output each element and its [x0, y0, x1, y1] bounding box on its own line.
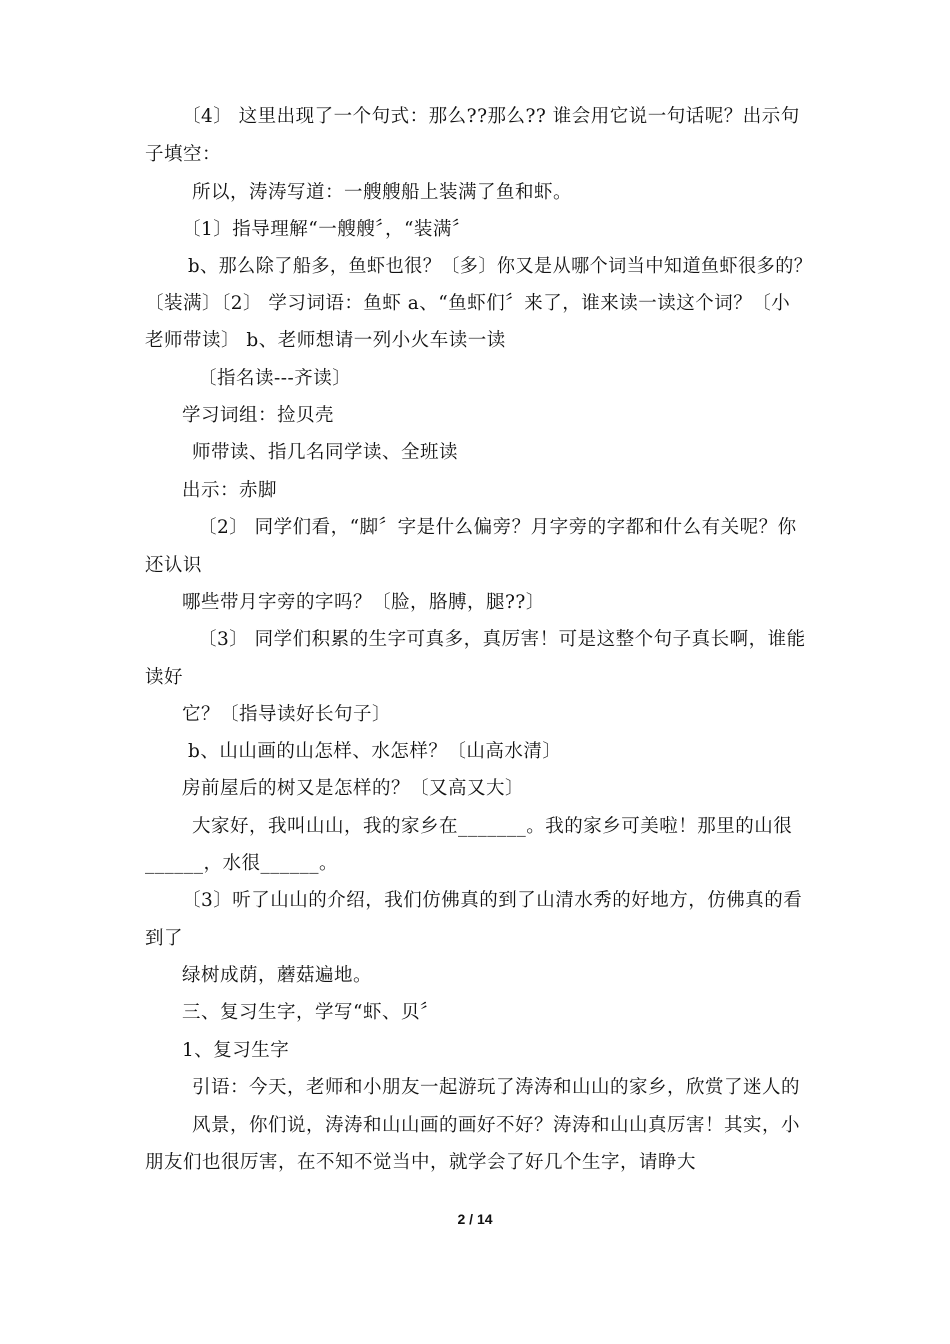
text-line: 风景，你们说，涛涛和山山画的画好不好？涛涛和山山真厉害！其实，小: [192, 1115, 801, 1136]
text-line: 大家好，我叫山山，我的家乡在_______。我的家乡可美啦！那里的山很: [192, 816, 793, 837]
text-line: 还认识: [145, 555, 203, 576]
text-line: 引语：今天，老师和小朋友一起游玩了涛涛和山山的家乡，欣赏了迷人的: [192, 1077, 801, 1098]
text-line: 朋友们也很厉害，在不知不觉当中，就学会了好几个生字，请睁大: [145, 1152, 697, 1173]
text-line: 〔1〕指导理解“一艘艘〞，“装满〞: [182, 219, 471, 240]
text-line: 1、复习生字: [182, 1040, 290, 1061]
text-line: 学习词组：捡贝壳: [182, 405, 335, 426]
text-line: b、山山画的山怎样、水怎样？〔山高水清〕: [188, 741, 562, 762]
text-line: 房前屋后的树又是怎样的？〔又高又大〕: [182, 778, 525, 799]
text-line: 绿树成荫，蘑菇遍地。: [182, 965, 373, 986]
text-line: 〔3〕听了山山的介绍，我们仿佛真的到了山清水秀的好地方，仿佛真的看: [182, 890, 803, 911]
page-indicator: 2 / 14: [457, 1211, 493, 1227]
text-line: 子填空：: [145, 144, 222, 165]
text-line: 老师带读〕 b、老师想请一列小火车读一读: [145, 330, 506, 351]
text-line: 三、复习生字，学写“虾、贝〞: [182, 1002, 439, 1023]
text-line: 到了: [145, 928, 184, 949]
text-line: 哪些带月字旁的字吗？〔脸，胳膊，腿??〕: [182, 592, 545, 613]
text-line: 所以，涛涛写道：一艘艘船上装满了鱼和虾。: [192, 182, 573, 203]
text-line: b、那么除了船多，鱼虾也很？〔多〕你又是从哪个词当中知道鱼虾很多的？: [188, 256, 813, 277]
text-line: 师带读、指几名同学读、全班读: [192, 442, 459, 463]
text-line: 读好: [145, 667, 184, 688]
text-line: 〔指名读---齐读〕: [198, 368, 352, 389]
text-line: 它？〔指导读好长句子〕: [182, 704, 392, 725]
text-line: 〔3〕 同学们积累的生字可真多，真厉害！可是这整个句子真长啊，谁能: [198, 629, 806, 650]
text-line: 出示：赤脚: [182, 480, 278, 501]
text-line: 〔4〕 这里出现了一个句式：那么??那么?? 谁会用它说一句话呢？出示句: [182, 106, 800, 127]
text-line: 〔装满〕〔2〕 学习词语：鱼虾 a、“鱼虾们〞来了，谁来读一读这个词？〔小: [145, 293, 791, 314]
text-line: 〔2〕 同学们看，“脚〞字是什么偏旁？月字旁的字都和什么有关呢？你: [198, 517, 797, 538]
text-line: ______，水很______。: [145, 853, 339, 874]
